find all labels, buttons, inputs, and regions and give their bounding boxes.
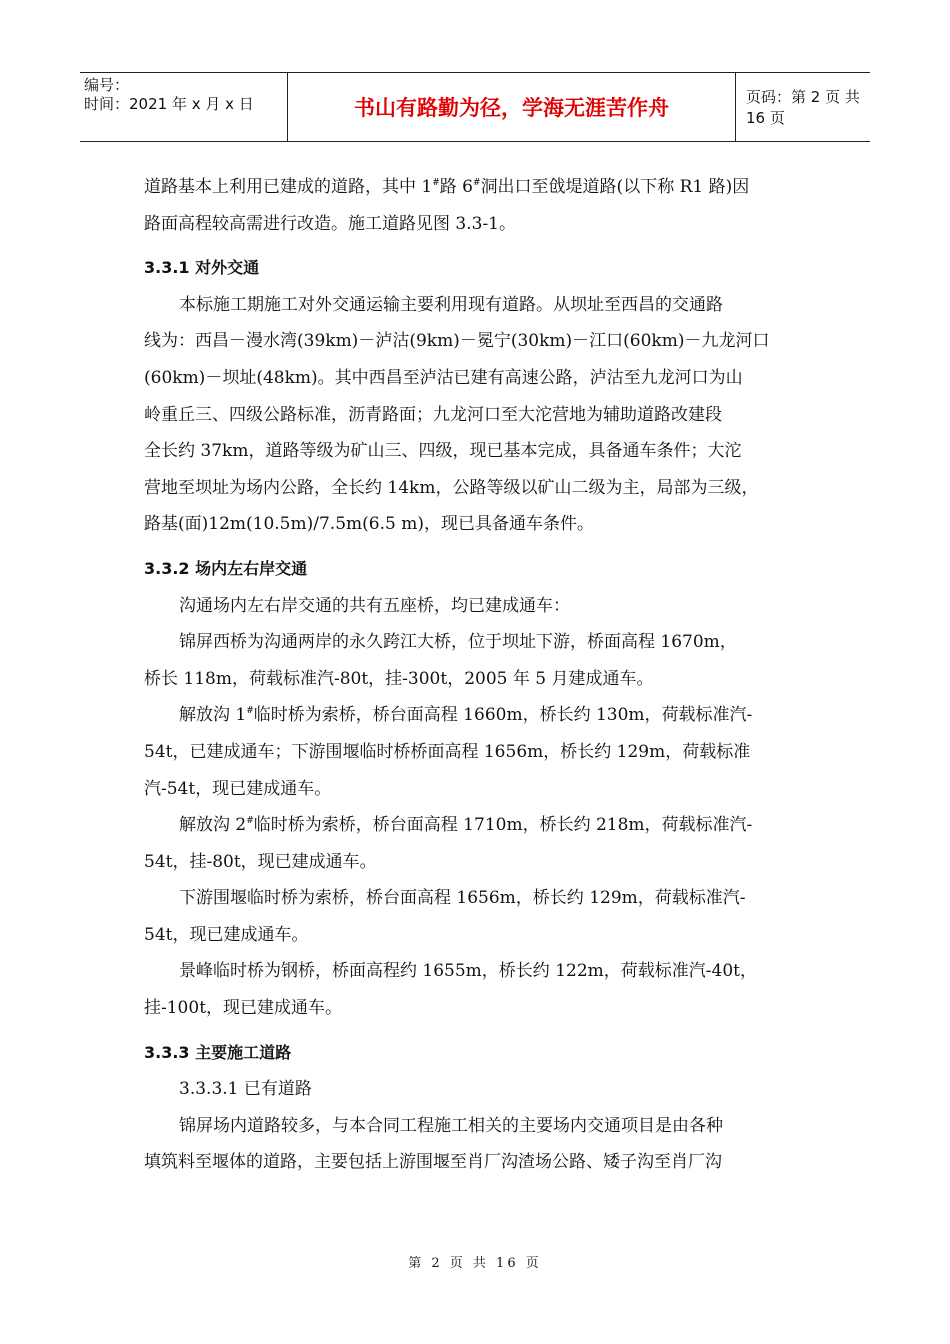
section-heading-3-3-1: 3.3.1 对外交通 — [144, 258, 260, 278]
paragraph-line: 全长约 37km，道路等级为矿山三、四级，现已基本完成，具备通车条件；大沱 — [144, 441, 742, 462]
paragraph-line: 本标施工期施工对外交通运输主要利用现有道路。从坝址至西昌的交通路 — [179, 294, 723, 315]
header-page-info: 页码：第 2 页 共 16 页 — [746, 88, 860, 127]
section-heading-3-3-2: 3.3.2 场内左右岸交通 — [144, 558, 308, 578]
paragraph-line: 线为：西昌－漫水湾(39km)－泸沽(9km)－冕宁(30km)－江口(60km)－九龙河口 — [144, 331, 770, 352]
paragraph-line: 54t，已建成通车；下游围堰临时桥桥面高程 1656m，桥长约 129m，荷载标准 — [144, 741, 751, 762]
paragraph-line: 54t，挂-80t，现已建成通车。 — [144, 851, 377, 872]
paragraph-line: 桥长 118m，荷载标准汽-80t，挂-300t，2005 年 5 月建成通车。 — [144, 668, 654, 689]
page-header — [80, 72, 870, 142]
paragraph-line: 景峰临时桥为钢桥，桥面高程约 1655m，桥长约 122m，荷载标准汽-40t， — [179, 961, 757, 982]
paragraph-line: (60km)－坝址(48km)。其中西昌至泸沽已建有高速公路，泸沽至九龙河口为山 — [144, 367, 743, 388]
paragraph-line: 54t，现已建成通车。 — [144, 924, 309, 945]
paragraph-line: 锦屏场内道路较多，与本合同工程施工相关的主要场内交通项目是由各种 — [179, 1115, 723, 1136]
document-body — [144, 169, 804, 1181]
subsection-heading-3-3-3-1: 3.3.3.1 已有道路 — [179, 1079, 312, 1100]
header-motto: 书山有路勤为径，学海无涯苦作舟 — [288, 73, 736, 141]
paragraph-line: 下游围堰临时桥为索桥，桥台面高程 1656m，桥长约 129m，荷载标准汽- — [179, 888, 746, 909]
paragraph-line: 解放沟 2#临时桥为索桥，桥台面高程 1710m，桥长约 218m，荷载标准汽- — [179, 815, 753, 836]
paragraph-line: 汽-54t，现已建成通车。 — [144, 778, 332, 799]
section-heading-3-3-3: 3.3.3 主要施工道路 — [144, 1042, 292, 1062]
paragraph-line: 解放沟 1#临时桥为索桥，桥台面高程 1660m，桥长约 130m，荷载标准汽- — [179, 705, 753, 726]
paragraph-line: 岭重丘三、四级公路标准，沥青路面；九龙河口至大沱营地为辅助道路改建段 — [144, 404, 722, 425]
paragraph-line: 营地至坝址为场内公路，全长约 14km，公路等级以矿山二级为主，局部为三级， — [144, 477, 759, 498]
paragraph-line: 路基(面)12m(10.5m)/7.5m(6.5 m)，现已具备通车条件。 — [144, 514, 594, 535]
paragraph-line: 填筑料至堰体的道路，主要包括上游围堰至肖厂沟渣场公路、矮子沟至肖厂沟 — [144, 1152, 722, 1173]
document-number-label: 编号： — [84, 76, 130, 94]
page-footer: 第 2 页 共 16 页 — [408, 1256, 542, 1271]
document-time-label: 时间：2021 年 x 月 x 日 — [84, 95, 254, 113]
header-meta — [80, 73, 288, 141]
paragraph-line: 锦屏西桥为沟通两岸的永久跨江大桥，位于坝址下游，桥面高程 1670m， — [179, 632, 737, 653]
paragraph-line: 路面高程较高需进行改造。施工道路见图 3.3-1。 — [144, 213, 516, 234]
paragraph-line: 道路基本上利用已建成的道路，其中 1#路 6#洞出口至戗堤道路(以下称 R1 路)因 — [144, 177, 750, 197]
paragraph-line: 挂-100t，现已建成通车。 — [144, 998, 343, 1019]
paragraph-line: 沟通场内左右岸交通的共有五座桥，均已建成通车： — [179, 595, 570, 616]
